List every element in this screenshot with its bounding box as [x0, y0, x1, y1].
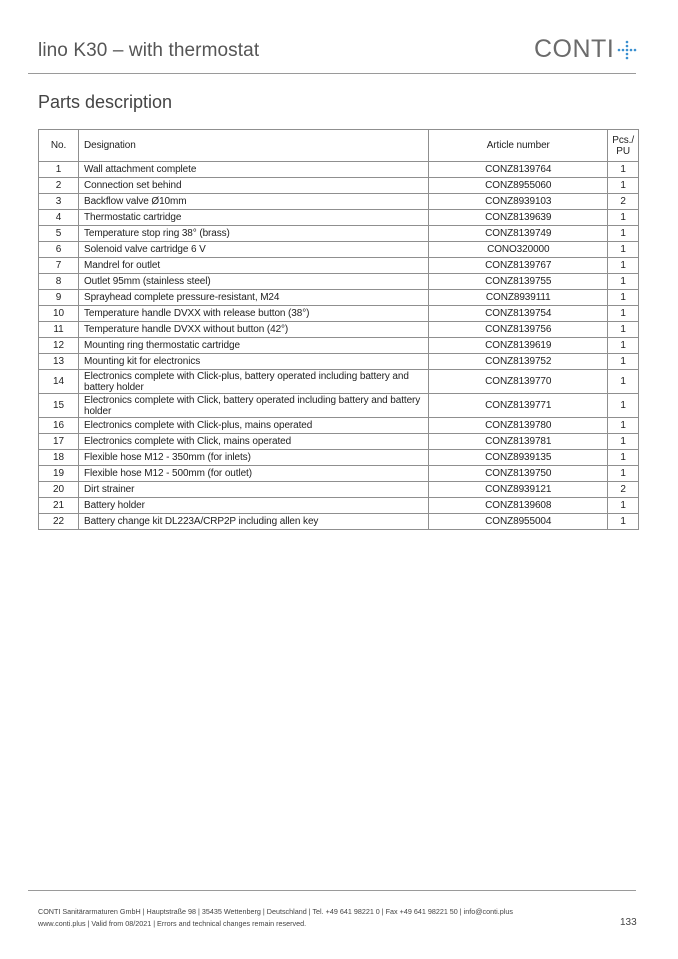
cell-designation: Flexible hose M12 - 500mm (for outlet)	[79, 466, 429, 482]
cell-pcs-pu: 1	[608, 466, 639, 482]
page-number: 133	[620, 917, 637, 928]
cell-no: 3	[39, 194, 79, 210]
cell-no: 16	[39, 418, 79, 434]
cell-no: 11	[39, 322, 79, 338]
cell-pcs-pu: 1	[608, 258, 639, 274]
table-row	[39, 338, 639, 354]
column-header-article-number: Article number	[429, 130, 608, 162]
column-header-no: No.	[39, 130, 79, 162]
cell-pcs-pu: 1	[608, 226, 639, 242]
cell-no: 19	[39, 466, 79, 482]
cell-no: 22	[39, 514, 79, 530]
parts-table	[38, 129, 639, 530]
cell-article-number: CONZ8139755	[429, 274, 608, 290]
cell-pcs-pu: 1	[608, 450, 639, 466]
cell-pcs-pu: 1	[608, 498, 639, 514]
table-header-row	[39, 130, 639, 162]
cell-article-number: CONZ8139780	[429, 418, 608, 434]
pcs-header-line2: PU	[616, 145, 630, 157]
cell-pcs-pu: 1	[608, 306, 639, 322]
cell-designation: Connection set behind	[79, 178, 429, 194]
cell-pcs-pu: 1	[608, 418, 639, 434]
parts-table-body	[39, 162, 639, 530]
cell-pcs-pu: 1	[608, 210, 639, 226]
cell-no: 21	[39, 498, 79, 514]
table-row	[39, 434, 639, 450]
cell-designation: Temperature handle DVXX without button (42°)	[79, 322, 429, 338]
cell-no: 8	[39, 274, 79, 290]
table-row	[39, 498, 639, 514]
cell-pcs-pu: 1	[608, 274, 639, 290]
cell-no: 20	[39, 482, 79, 498]
cell-pcs-pu: 1	[608, 162, 639, 178]
cell-designation: Electronics complete with Click-plus, battery operated including battery and battery holder	[79, 370, 429, 394]
cell-designation: Electronics complete with Click, battery operated including battery and battery holder	[79, 394, 429, 418]
cell-designation: Wall attachment complete	[79, 162, 429, 178]
cell-no: 7	[39, 258, 79, 274]
cell-pcs-pu: 1	[608, 322, 639, 338]
cell-designation: Mandrel for outlet	[79, 258, 429, 274]
cell-article-number: CONZ8139752	[429, 354, 608, 370]
cell-no: 13	[39, 354, 79, 370]
document-title: lino K30 – with thermostat	[38, 40, 260, 61]
cell-pcs-pu: 1	[608, 514, 639, 530]
table-row	[39, 450, 639, 466]
table-row	[39, 306, 639, 322]
cell-no: 2	[39, 178, 79, 194]
column-header-pcs-pu	[608, 130, 639, 162]
cell-article-number: CONZ8139781	[429, 434, 608, 450]
table-row	[39, 242, 639, 258]
table-row	[39, 482, 639, 498]
cell-designation: Battery holder	[79, 498, 429, 514]
table-row	[39, 418, 639, 434]
cell-article-number: CONZ8955004	[429, 514, 608, 530]
table-row	[39, 466, 639, 482]
cell-pcs-pu: 1	[608, 290, 639, 306]
footer-validity-note: www.conti.plus | Valid from 08/2021 | Errors and technical changes remain reserved.	[38, 919, 307, 928]
cell-article-number: CONZ8139639	[429, 210, 608, 226]
cell-article-number: CONZ8139749	[429, 226, 608, 242]
cell-designation: Outlet 95mm (stainless steel)	[79, 274, 429, 290]
cell-no: 5	[39, 226, 79, 242]
footer-divider	[28, 890, 636, 891]
cell-no: 4	[39, 210, 79, 226]
column-header-designation: Designation	[79, 130, 429, 162]
cell-no: 1	[39, 162, 79, 178]
cell-designation: Temperature stop ring 38° (brass)	[79, 226, 429, 242]
table-row	[39, 290, 639, 306]
cell-article-number: CONZ8139767	[429, 258, 608, 274]
table-row	[39, 394, 639, 418]
cell-designation: Mounting ring thermostatic cartridge	[79, 338, 429, 354]
table-row	[39, 370, 639, 394]
cell-no: 15	[39, 394, 79, 418]
cell-designation: Battery change kit DL223A/CRP2P including allen key	[79, 514, 429, 530]
cell-pcs-pu: 2	[608, 482, 639, 498]
cell-article-number: CONO320000	[429, 242, 608, 258]
pcs-header-line1: Pcs./	[612, 134, 634, 146]
cell-designation: Electronics complete with Click-plus, mains operated	[79, 418, 429, 434]
cell-article-number: CONZ8139750	[429, 466, 608, 482]
table-row	[39, 226, 639, 242]
table-row	[39, 178, 639, 194]
table-row	[39, 322, 639, 338]
cell-article-number: CONZ8939111	[429, 290, 608, 306]
table-row	[39, 514, 639, 530]
cell-pcs-pu: 1	[608, 370, 639, 394]
cell-pcs-pu: 1	[608, 338, 639, 354]
cell-article-number: CONZ8139756	[429, 322, 608, 338]
table-row	[39, 274, 639, 290]
cell-article-number: CONZ8139619	[429, 338, 608, 354]
cell-pcs-pu: 1	[608, 242, 639, 258]
cell-article-number: CONZ8955060	[429, 178, 608, 194]
cell-designation: Dirt strainer	[79, 482, 429, 498]
table-row	[39, 210, 639, 226]
cell-designation: Mounting kit for electronics	[79, 354, 429, 370]
section-title: Parts description	[38, 92, 173, 112]
cell-pcs-pu: 1	[608, 394, 639, 418]
cell-designation: Thermostatic cartridge	[79, 210, 429, 226]
cell-designation: Flexible hose M12 - 350mm (for inlets)	[79, 450, 429, 466]
cell-article-number: CONZ8939135	[429, 450, 608, 466]
cell-article-number: CONZ8939103	[429, 194, 608, 210]
logo-text: CONTI	[534, 35, 615, 63]
cell-no: 12	[39, 338, 79, 354]
cell-no: 17	[39, 434, 79, 450]
footer-company-info: CONTI Sanitärarmaturen GmbH | Hauptstraße 98 | 35435 Wettenberg | Deutschland | Tel. +49 641 98221 0 | Fax +49 641 98221 50 | info@conti.plus	[38, 907, 513, 916]
cell-designation: Temperature handle DVXX with release button (38°)	[79, 306, 429, 322]
cell-article-number: CONZ8139771	[429, 394, 608, 418]
cell-pcs-pu: 1	[608, 354, 639, 370]
cell-article-number: CONZ8139754	[429, 306, 608, 322]
table-row	[39, 354, 639, 370]
cell-no: 10	[39, 306, 79, 322]
conti-plus-mark-icon	[617, 40, 637, 60]
cell-pcs-pu: 1	[608, 178, 639, 194]
cell-article-number: CONZ8139770	[429, 370, 608, 394]
cell-pcs-pu: 1	[608, 434, 639, 450]
cell-designation: Sprayhead complete pressure-resistant, M24	[79, 290, 429, 306]
table-row	[39, 258, 639, 274]
cell-no: 9	[39, 290, 79, 306]
table-row	[39, 194, 639, 210]
header-divider	[28, 73, 636, 74]
cell-designation: Backflow valve Ø10mm	[79, 194, 429, 210]
cell-no: 18	[39, 450, 79, 466]
cell-designation: Solenoid valve cartridge 6 V	[79, 242, 429, 258]
cell-article-number: CONZ8139608	[429, 498, 608, 514]
table-row	[39, 162, 639, 178]
cell-pcs-pu: 2	[608, 194, 639, 210]
cell-no: 14	[39, 370, 79, 394]
cell-article-number: CONZ8139764	[429, 162, 608, 178]
conti-logo	[534, 35, 637, 64]
cell-article-number: CONZ8939121	[429, 482, 608, 498]
cell-designation: Electronics complete with Click, mains operated	[79, 434, 429, 450]
cell-no: 6	[39, 242, 79, 258]
